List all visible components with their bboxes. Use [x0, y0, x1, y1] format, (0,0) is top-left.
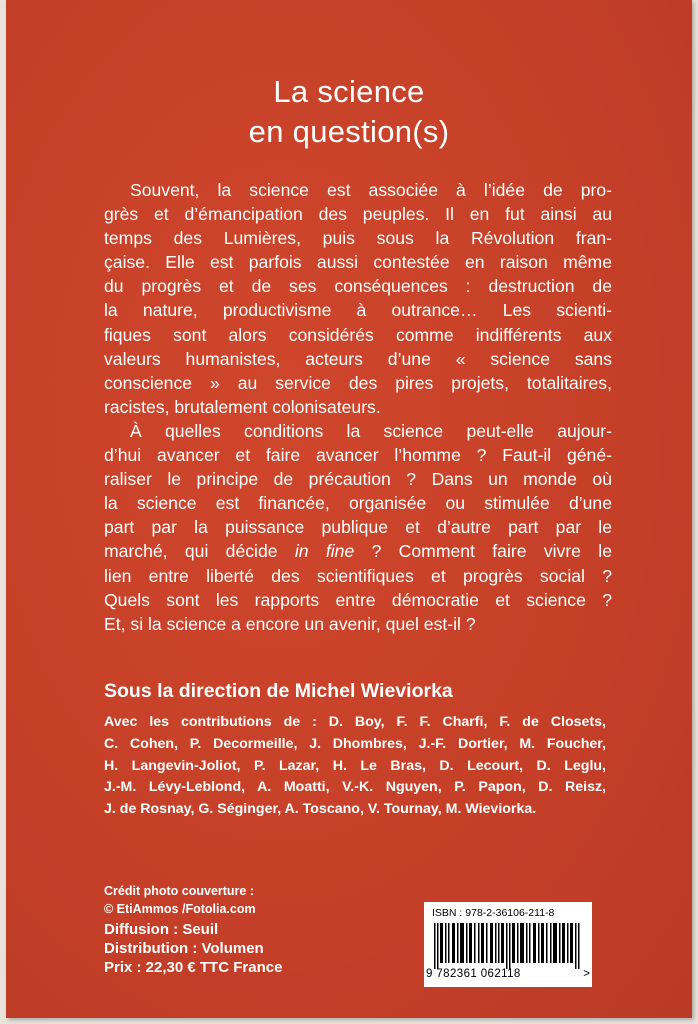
distribution-info: [104, 920, 282, 977]
blurb-line: la science est financée, organisée ou stimulée d’une: [104, 493, 612, 514]
book-title: [6, 72, 692, 152]
contributors-list: [104, 712, 606, 821]
blurb-line: la nature, productivisme à outrance… Les scienti-: [104, 300, 612, 321]
blurb-line: lien entre liberté des scientifiques et progrès social ?: [104, 565, 612, 586]
blurb-line: du progrès et de ses conséquences : destruction de: [104, 276, 612, 297]
blurb-paragraph-1: [104, 178, 612, 419]
photo-credit-source: © EtiAmmos /Fotolia.com: [104, 902, 256, 916]
title-line-1: La science: [273, 74, 425, 109]
barcode-label: [424, 902, 592, 987]
contributors-line: H. Langevin-Joliot, P. Lazar, H. Le Bras, D. Lecourt, D. Leglu,: [104, 757, 606, 774]
contributors-line: J. de Rosnay, G. Séginger, A. Toscano, V. Tournay, M. Wieviorka.: [104, 801, 537, 818]
ean-digits: 9 782361 062118: [426, 968, 521, 980]
blurb-paragraph-2: [104, 419, 612, 636]
blurb-line: Quels sont les rapports entre démocratie et science ?: [104, 589, 612, 610]
blurb-line: Et, si la science a encore un avenir, quel est-il ?: [104, 613, 476, 634]
contributors-line: J.-M. Lévy-Leblond, A. Moatti, V.-K. Nguyen, P. Papon, D. Reisz,: [104, 779, 606, 796]
barcode-icon: [434, 923, 582, 969]
blurb-line: racistes, brutalement colonisateurs.: [104, 396, 381, 417]
blurb-text: ? Comment faire vivre le: [354, 541, 612, 562]
back-cover: [6, 0, 692, 1018]
blurb-line: raliser le principe de précaution ? Dans un monde où: [104, 469, 612, 490]
ean-quiet-zone-mark: >: [583, 968, 590, 980]
isbn-number: ISBN : 978-2-36106-211-8: [432, 907, 555, 919]
blurb-text: marché, qui décide: [104, 541, 295, 562]
price-text: Prix : 22,30 € TTC France: [104, 959, 283, 976]
blurb-line: fiques sont alors considérés comme indifférents aux: [104, 324, 612, 345]
photo-credits: [104, 882, 256, 918]
blurb-line: çaise. Elle est parfois aussi contestée en raison même: [104, 252, 612, 273]
blurb-line: [104, 539, 612, 563]
blurb-line: temps des Lumières, puis sous la Révolution fran-: [104, 228, 612, 249]
title-line-2: en question(s): [248, 114, 450, 149]
blurb-line: d’hui avancer et faire avancer l’homme ? Faut-il géné-: [104, 445, 612, 466]
blurb-line: valeurs humanistes, acteurs d’une « science sans: [104, 348, 612, 369]
contributors-line: Avec les contributions de : D. Boy, F. F. Charfi, F. de Closets,: [104, 714, 606, 730]
blurb-line: À quelles conditions la science peut-elle aujour-: [130, 420, 612, 441]
editor-credit: Sous la direction de Michel Wieviorka: [104, 680, 453, 702]
photo-credit-label: Crédit photo couverture :: [104, 884, 255, 898]
diffusion-text: Diffusion : Seuil: [104, 921, 219, 938]
blurb-line: Souvent, la science est associée à l’idée de pro-: [130, 180, 612, 200]
blurb-italic-text: in fine: [294, 541, 355, 562]
blurb-line: conscience » au service des pires projets, totalitaires,: [104, 372, 612, 393]
blurb-line: part par la puissance publique et d’autre part par le: [104, 517, 612, 538]
contributors-line: C. Cohen, P. Decormeille, J. Dhombres, J.-F. Dortier, M. Foucher,: [104, 735, 606, 752]
blurb-line: grès et d’émancipation des peuples. Il en fut ainsi au: [104, 204, 612, 225]
distribution-text: Distribution : Volumen: [104, 940, 264, 957]
blurb: [104, 178, 612, 636]
